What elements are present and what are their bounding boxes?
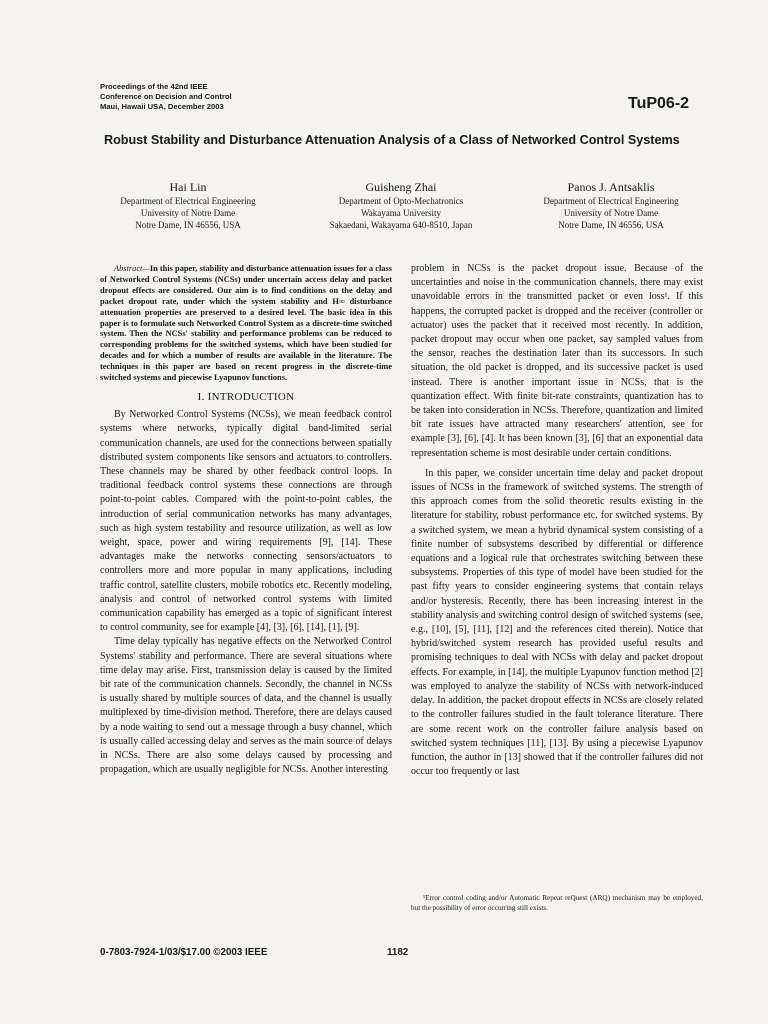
author-block: [94, 180, 282, 231]
abstract-text: In this paper, stability and disturbance attenuation issues for a class of Networked Control Systems (NCSs) under uncertain access delay and packet dropout effects are considered. Our aim is to find conditions on the delay and packet dropout rate, under which the system stability and H∞ disturbance attenuation properties are preserved to a desired level. The basic idea in this paper is to formulate such Networked Control System as a discrete-time switched system. Then the NCSs' stability and performance problems can be reduced to corresponding problems for the switched systems, which have been studied for decades and for which a number of results are available in the literature. The techniques in this paper are based on recent progress in the discrete-time switched systems and piecewise Lyapunov functions.: [100, 264, 392, 383]
abstract: [100, 264, 392, 384]
session-code: TuP06-2: [628, 95, 690, 112]
copyright-notice: 0-7803-7924-1/03/$17.00 ©2003 IEEE: [100, 947, 268, 958]
section-heading: I. INTRODUCTION: [197, 390, 295, 403]
author-block: [306, 180, 496, 231]
proceedings-info: [100, 82, 232, 112]
author-address: Notre Dame, IN 46556, USA: [135, 220, 241, 230]
author-affiliation: Department of Electrical Engineering: [120, 196, 256, 206]
abstract-lead: Abstract—: [114, 264, 150, 273]
author-affiliation: University of Notre Dame: [140, 208, 236, 218]
author-affiliation: Wakayama University: [361, 208, 441, 218]
author-name: Panos J. Antsaklis: [567, 180, 655, 194]
right-column: [411, 262, 703, 779]
footnote: ¹Error control coding and/or Automatic Repeat reQuest (ARQ) mechanism may be employed, but the possibility of error occurring still exists.: [411, 894, 703, 912]
body-paragraph: problem in NCSs is the packet dropout issue. Because of the uncertainties and noise in the communication channels, there may exist unavoidable errors in the transmitted packet or even loss¹. If this happens, the corrupted packet is dropped and the receiver (controller or actuator) uses the packet that it received most recently. In addition, packet dropout may occur when one packet, say sampled values from the sensor, reaches the destination later than its successors. In such situation, the old packet is dropped, and its successive packet is used instead. There is another important issue in NCSs, that is the quantization effect. With finite bit-rate constraints, quantization has to be taken into consideration in NCSs. Therefore, quantization and limited bit rate issues have attracted many researchers' attention, see for example [3], [6], [4]. It has been known [3], [6] that an exponential data representation scheme is most desirable under certain conditions.: [411, 263, 703, 459]
author-address: Sakaedani, Wakayama 640-8510, Japan: [329, 220, 473, 230]
author-affiliation: Department of Opto-Mechatronics: [338, 196, 464, 206]
author-name: Guisheng Zhai: [365, 180, 437, 194]
body-paragraph: Time delay typically has negative effects on the Networked Control Systems' stability and performance. There are several situations where time delay may arise. First, transmission delay is caused by the limited bit rate of the communication channels. Secondly, the channel in NCSs is usually shared by multiple sources of data, and the channel is usually multiplexed by time-division method. Therefore, there are delays caused by a node waiting to send out a message through a busy channel, which is usually called accessing delay and serves as the main source of delays in NCSs. There are also some delays caused by processing and propagation, which are usually negligible for NCSs. Another interesting: [100, 636, 392, 776]
proceedings-line: Proceedings of the 42nd IEEE: [100, 82, 208, 91]
paper-title: Robust Stability and Disturbance Attenuation Analysis of a Class of Networked Control Systems: [104, 133, 680, 147]
left-column: [100, 264, 392, 777]
author-affiliation: Department of Electrical Engineering: [543, 196, 679, 206]
author-address: Notre Dame, IN 46556, USA: [558, 220, 664, 230]
author-name: Hai Lin: [169, 180, 207, 194]
body-paragraph: By Networked Control Systems (NCSs), we mean feedback control systems where networks, typically digital band-limited serial communication channels, are used for the connections between spatially distributed system components like sensors and actuators to controllers. These channels may be shared by other feedback control loops. In traditional feedback control systems these connections are through point-to-point cables. Compared with the point-to-point cables, the introduction of serial communication networks has many advantages, such as high system testability and resource utilization, as well as low weight, space, power and wiring requirements [9], [14]. These advantages make the networks connecting sensors/actuators to controllers more and more popular in many applications, including traffic control, satellite clusters, mobile robotics etc. Recently modeling, analysis and control of networked control systems with limited communication capability has emerged as a topic of significant interest to control community, see for example [4], [3], [6], [14], [1], [9].: [100, 409, 392, 634]
body-paragraph: In this paper, we consider uncertain time delay and packet dropout issues of NCSs in the framework of switched systems. The strength of this approach comes from the solid theoretic results existing in the literature for stability, robust performance etc. for switched systems. By a switched system, we mean a hybrid dynamical system consisting of a finite number of subsystems described by differential or difference equations and a logical rule that orchestrates switching between these subsystems. Properties of this type of model have been studied for the past fifty years to consider engineering systems that contain relays and/or hysteresis. Recently, there has been increasing interest in the stability analysis and switching control design of switched systems (see, e.g., [10], [5], [11], [12] and the references cited therein). Notice that hybrid/switched system research has provided useful results and promising techniques to deal with NCSs with delay and packet dropout effects. For example, in [14], the multiple Lyapunov function method [2] was employed to analyze the stability of NCSs with network-induced delay. In addition, the packet dropout effects in NCSs are closely related to the controller failures studied in the fault tolerance literature. There are some recent work on the controller failure analysis based on switched system techniques [11], [13]. By using a piecewise Lyapunov function, the author in [13] showed that if the controller failures did not occur too frequently or last: [411, 467, 703, 778]
proceedings-line: Conference on Decision and Control: [100, 92, 232, 101]
proceedings-line: Maui, Hawaii USA, December 2003: [100, 102, 224, 111]
author-affiliation: University of Notre Dame: [563, 208, 659, 218]
author-block: [520, 180, 702, 231]
page-number: 1182: [387, 947, 409, 958]
